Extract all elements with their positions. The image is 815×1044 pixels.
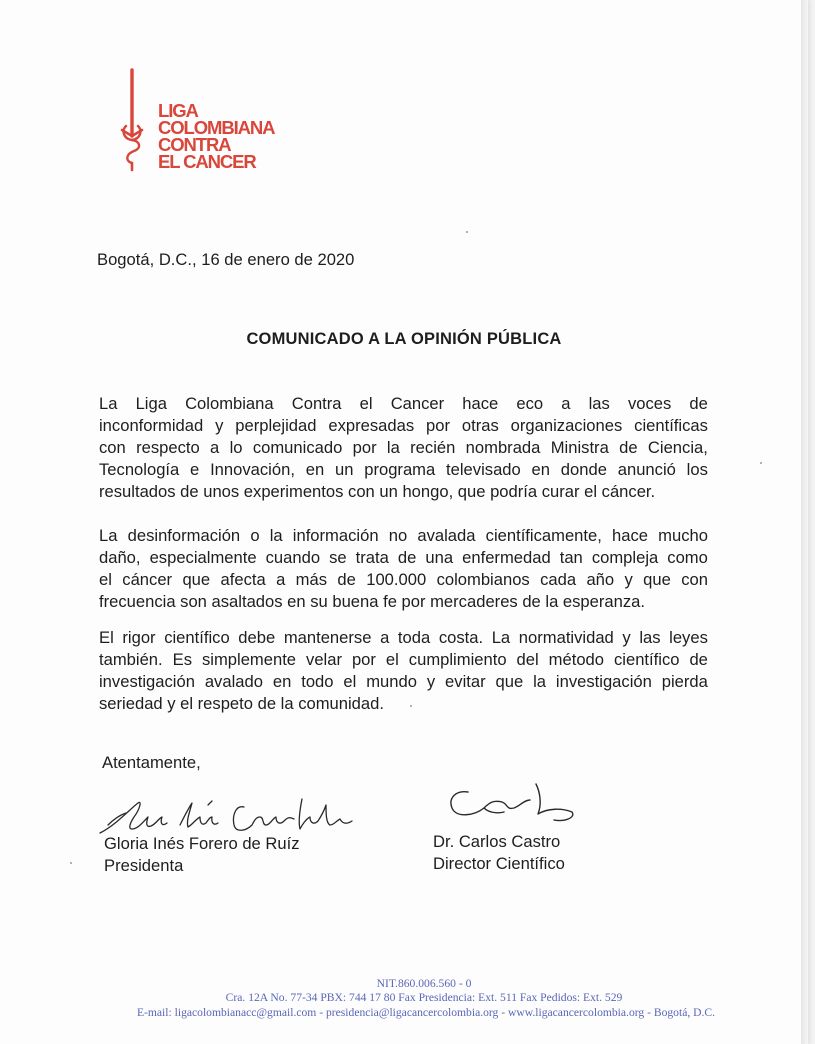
paragraph-1 [99,393,708,503]
word: mundo [366,672,417,691]
word: El [99,628,114,647]
word: debe [238,628,276,647]
word: e [190,460,200,479]
signatory-name: Gloria Inés Forero de Ruíz [104,834,300,853]
footer-contact: E-mail: ligacolombianacc@gmail.com - presidencia@ligacancercolombia.org - www.ligacancercolombia.org - Bogotá, D.C. [136,1006,716,1019]
word: con [99,438,126,457]
word: voces [627,394,672,413]
word: daño, [99,548,141,567]
word: La [99,526,118,545]
word: colombianos [436,570,530,589]
word: experimentos [243,482,344,501]
word: en [305,460,325,479]
word: programa [364,460,436,479]
word: respecto [136,438,200,457]
word: del [516,650,539,669]
word: el [359,394,373,413]
word: mercaderes [430,592,518,611]
word: trata [355,548,389,567]
word: respeto [197,694,254,713]
paragraph-line [99,547,708,569]
word: investigación [555,672,652,691]
word: resultados [99,482,176,501]
word: anunció [617,460,676,479]
signatory-role: Director Científico [433,854,565,873]
word: La [491,628,511,647]
word: cumplimiento [408,650,507,669]
word: esperanza. [562,592,646,611]
letter-title: COMUNICADO A LA OPINIÓN PÚBLICA [246,330,562,348]
logo-line: COLOMBIANA [158,117,275,138]
word: normatividad [518,628,614,647]
word: Cancer [390,394,445,413]
word: con [348,482,375,501]
word: o [250,526,260,545]
word: de [397,548,417,567]
word: el [99,570,112,589]
word: expresadas [328,416,415,435]
word: que [182,570,211,589]
word: Colombiana [185,394,274,413]
word: unos [203,482,240,501]
paragraph-line [99,525,708,547]
scan-speck [466,231,468,233]
word: cada [540,570,577,589]
paragraph-line [99,569,708,591]
logo-line: LIGA [158,100,198,121]
word: y [215,416,224,435]
word: y [622,628,631,647]
word: el [180,694,194,713]
word: por [351,650,376,669]
word: desinformación [127,526,241,545]
word: pierda [661,672,708,691]
word: y [624,570,633,589]
word: mucho [658,526,708,545]
word: a [561,394,571,413]
word: a [276,570,286,589]
word: televisado [446,460,521,479]
word: especialmente [149,548,257,567]
word: su [310,592,328,611]
word: recién [410,438,456,457]
paragraph-line [99,627,708,649]
word: fe [383,592,397,611]
word: que [643,570,671,589]
word: avalado [204,672,263,691]
word: afecta [220,570,266,589]
word: de [337,570,356,589]
word: la [269,526,283,545]
organization-logo [118,68,308,173]
handwritten-signature-director [444,778,584,828]
word: por [401,592,426,611]
word: 100.000 [366,570,427,589]
word: cáncer. [601,482,656,501]
scan-speck [410,705,412,707]
paragraph-2 [99,525,708,613]
word: de [689,394,708,413]
scan-speck [760,462,762,464]
word: por [352,438,377,457]
word: de [257,694,277,713]
word: curar [541,482,580,501]
word: Es [172,650,192,669]
letter-closing: Atentamente, [102,753,201,772]
word: se [329,548,347,567]
word: comunicado [252,438,343,457]
word: científico [164,628,230,647]
footer-nit: NIT.860.006.560 - 0 [376,977,472,990]
word: un [334,460,354,479]
word: que [457,482,486,501]
word: otras [461,416,499,435]
word: buena [332,592,379,611]
paragraph-line [99,649,708,671]
paragraph-line [99,481,708,503]
word: las [588,394,610,413]
word: Contra [291,394,342,413]
word: compleja [591,548,659,567]
word: tan [559,548,583,567]
word: organizaciones [510,416,623,435]
word: más [295,570,328,589]
word: perplejidad [235,416,317,435]
word: no [388,526,408,545]
word: científico [613,650,680,669]
paragraph-line [99,693,708,715]
word: velar [306,650,342,669]
word: Innovación, [210,460,295,479]
word: método [548,650,605,669]
word: podría [490,482,538,501]
word: de [619,438,638,457]
word: enfermedad [462,548,551,567]
word: mantenerse [283,628,372,647]
word: científicas [634,416,708,435]
word: el [584,482,598,501]
word: leyes [669,628,708,647]
word: que [495,672,524,691]
word: Ciencia, [647,438,708,457]
word: un [379,482,398,501]
word: información [292,526,379,545]
word: como [667,548,708,567]
sword-emblem-icon [118,68,154,173]
word: de [180,482,199,501]
paragraph-3 [99,627,708,715]
word: eco [516,394,544,413]
scan-speck [70,862,72,864]
logo-wordmark [158,102,274,170]
word: hace [612,526,648,545]
word: donde [560,460,607,479]
word: y [426,672,436,691]
word: en [531,460,551,479]
word: científicamente, [485,526,602,545]
word: en [287,592,306,611]
word: una [425,548,454,567]
paragraph-line [99,393,708,415]
word: los [686,460,708,479]
word: de [689,650,708,669]
word: la [386,438,400,457]
word: a [210,438,220,457]
paragraph-line [99,459,708,481]
word: cáncer [122,570,173,589]
paragraph-line [99,671,708,693]
word: el [385,650,399,669]
word: rigor [122,628,156,647]
word: nombrada [465,438,541,457]
paragraph-line [99,415,708,437]
word: inconformidad [99,416,204,435]
word: son [180,592,207,611]
word: asaltados [211,592,283,611]
word: con [681,570,708,589]
word: las [639,628,661,647]
word: todo [301,672,334,691]
word: toda [397,628,431,647]
word: la [280,694,294,713]
word: y [167,694,176,713]
word: Ministra [550,438,609,457]
signatory-role: Presidenta [104,856,184,875]
word: el [343,672,357,691]
word: por [426,416,450,435]
word: lo [229,438,243,457]
word: la [545,592,559,611]
footer-address: Cra. 12A No. 77-34 PBX: 744 17 80 Fax Presidencia: Ext. 511 Fax Pedidos: Ext. 529 [225,991,623,1004]
word: costa. [438,628,484,647]
word: La [99,394,118,413]
word: evitar [445,672,486,691]
paragraph-line [99,437,708,459]
word: a [380,628,390,647]
word: en [272,672,292,691]
logo-line: CONTRA [158,134,231,155]
word: seriedad [99,694,163,713]
letter-date: Bogotá, D.C., 16 de enero de 2020 [97,250,355,269]
word: año [586,570,615,589]
word: también. [99,650,163,669]
page-edge [801,0,808,1044]
paragraph-line [99,591,708,613]
word: simplemente [201,650,297,669]
word: la [533,672,547,691]
word: investigación [99,672,195,691]
word: avalada [417,526,476,545]
logo-line: EL CANCER [158,151,256,172]
word: comunidad. [298,694,384,713]
word: Tecnología [99,460,180,479]
word: hace [462,394,499,413]
word: cuando [265,548,321,567]
word: de [522,592,541,611]
word: Liga [135,394,167,413]
word: frecuencia [99,592,176,611]
word: hongo, [402,482,454,501]
signatory-name: Dr. Carlos Castro [433,832,561,851]
